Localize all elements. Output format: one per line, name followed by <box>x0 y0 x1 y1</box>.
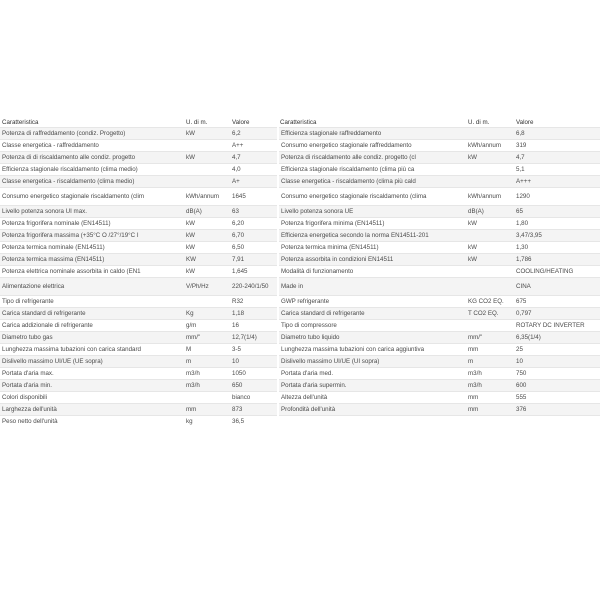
cell-left-value: 220-240/1/50 <box>230 278 278 296</box>
table-row <box>0 206 600 218</box>
table-row <box>0 356 600 368</box>
cell-right-characteristic: Tipo di compressore <box>278 320 466 332</box>
cell-left-value: 7,91 <box>230 254 278 266</box>
cell-right-unit: mm/" <box>466 332 514 344</box>
cell-left-value: 36,5 <box>230 416 278 428</box>
cell-right-characteristic: Potenza assorbita in condizioni EN14511 <box>278 254 466 266</box>
cell-left-unit <box>184 296 230 308</box>
cell-left-value: 650 <box>230 380 278 392</box>
table-row <box>0 164 600 176</box>
cell-left-value: bianco <box>230 392 278 404</box>
cell-right-unit <box>466 176 514 188</box>
cell-right-value: 555 <box>514 392 600 404</box>
cell-right-value: 319 <box>514 140 600 152</box>
cell-left-unit: KW <box>184 254 230 266</box>
cell-right-unit <box>466 416 514 428</box>
cell-right-unit: KG CO2 EQ. <box>466 296 514 308</box>
cell-left-characteristic: Peso netto dell'unità <box>0 416 184 428</box>
cell-left-characteristic: Portata d'aria min. <box>0 380 184 392</box>
cell-left-value: 1,18 <box>230 308 278 320</box>
table-row <box>0 368 600 380</box>
cell-left-value: 6,20 <box>230 218 278 230</box>
cell-right-characteristic: GWP refrigerante <box>278 296 466 308</box>
cell-left-unit: mm <box>184 404 230 416</box>
cell-left-value: 1645 <box>230 188 278 206</box>
cell-right-value: 0,797 <box>514 308 600 320</box>
cell-right-unit: kW <box>466 242 514 254</box>
cell-right-value: CINA <box>514 278 600 296</box>
table-row <box>0 230 600 242</box>
cell-right-characteristic: Consumo energetico stagionale riscaldamento (clima <box>278 188 466 206</box>
table-row <box>0 332 600 344</box>
cell-left-unit: M <box>184 344 230 356</box>
cell-right-unit: kW <box>466 254 514 266</box>
cell-left-characteristic: Potenza frigorifera massima (+35°C О /27°/19°C I <box>0 230 184 242</box>
cell-left-unit: Kg <box>184 308 230 320</box>
cell-left-value: 10 <box>230 356 278 368</box>
cell-right-value: 4,7 <box>514 152 600 164</box>
table-row <box>0 266 600 278</box>
cell-left-value: 12,7(1/4) <box>230 332 278 344</box>
cell-right-value: 1,30 <box>514 242 600 254</box>
cell-right-unit: m3/h <box>466 368 514 380</box>
cell-left-unit: kW <box>184 128 230 140</box>
spec-table-container <box>0 118 600 483</box>
cell-right-value: COOLING/HEATING <box>514 266 600 278</box>
cell-left-characteristic: Diametro tubo gas <box>0 332 184 344</box>
cell-left-value: 4,7 <box>230 152 278 164</box>
cell-right-value: 750 <box>514 368 600 380</box>
cell-right-unit: mm <box>466 404 514 416</box>
cell-right-unit: m3/h <box>466 380 514 392</box>
cell-left-unit: V/Ph/Hz <box>184 278 230 296</box>
table-row <box>0 140 600 152</box>
cell-right-characteristic: Modalità di funzionamento <box>278 266 466 278</box>
cell-left-unit: m3/h <box>184 380 230 392</box>
cell-left-unit <box>184 176 230 188</box>
cell-left-characteristic: Potenza di raffreddamento (condiz. Progetto) <box>0 128 184 140</box>
cell-right-characteristic: Profondità dell'unità <box>278 404 466 416</box>
cell-left-unit: mm/" <box>184 332 230 344</box>
cell-right-unit: kWh/annum <box>466 188 514 206</box>
cell-left-value: 1050 <box>230 368 278 380</box>
cell-right-value: 6,35(1/4) <box>514 332 600 344</box>
cell-right-value: A+++ <box>514 176 600 188</box>
cell-left-value: 3-5 <box>230 344 278 356</box>
cell-left-value: 4,0 <box>230 164 278 176</box>
cell-right-value: 10 <box>514 356 600 368</box>
cell-left-unit: dB(A) <box>184 206 230 218</box>
cell-left-unit: m <box>184 356 230 368</box>
cell-right-characteristic: Efficienza stagionale raffreddamento <box>278 128 466 140</box>
table-row <box>0 320 600 332</box>
cell-left-value: 63 <box>230 206 278 218</box>
cell-left-characteristic: Potenza termica massima (EN14511) <box>0 254 184 266</box>
cell-left-unit: kW <box>184 218 230 230</box>
header-left-unit: U. di m. <box>186 118 208 126</box>
cell-right-unit: dB(A) <box>466 206 514 218</box>
cell-left-characteristic: Consumo energetico stagionale riscaldamento (clim <box>0 188 184 206</box>
cell-right-unit: kW <box>466 152 514 164</box>
cell-left-characteristic: Alimentazione elettrica <box>0 278 184 296</box>
cell-left-unit: kWh/annum <box>184 188 230 206</box>
table-row <box>0 278 600 296</box>
cell-right-characteristic: Portata d'aria med. <box>278 368 466 380</box>
cell-right-unit <box>466 320 514 332</box>
cell-right-characteristic: Potenza termica minima (EN14511) <box>278 242 466 254</box>
cell-right-characteristic: Potenza frigorifera minima (EN14511) <box>278 218 466 230</box>
cell-right-value: 25 <box>514 344 600 356</box>
cell-right-value: 3,47/3,95 <box>514 230 600 242</box>
cell-right-characteristic: Consumo energetico stagionale raffreddamento <box>278 140 466 152</box>
cell-left-value: R32 <box>230 296 278 308</box>
cell-right-value: ROTARY DC INVERTER <box>514 320 600 332</box>
cell-right-unit <box>466 128 514 140</box>
cell-right-unit: mm <box>466 344 514 356</box>
cell-right-unit <box>466 278 514 296</box>
cell-left-value: 1,645 <box>230 266 278 278</box>
cell-right-characteristic: Efficienza stagionale riscaldamento (clima più ca <box>278 164 466 176</box>
cell-right-characteristic: Efficienza energetica secondo la norma EN14511-201 <box>278 230 466 242</box>
cell-right-unit <box>466 230 514 242</box>
table-row <box>0 416 600 428</box>
cell-left-characteristic: Classe energetica - raffreddamento <box>0 140 184 152</box>
table-row <box>0 380 600 392</box>
spec-table-body <box>0 128 600 428</box>
cell-left-unit: kg <box>184 416 230 428</box>
cell-left-characteristic: Portata d'aria max. <box>0 368 184 380</box>
cell-left-characteristic: Tipo di refrigerante <box>0 296 184 308</box>
cell-left-value: 6,2 <box>230 128 278 140</box>
table-row <box>0 128 600 140</box>
cell-right-unit: mm <box>466 392 514 404</box>
cell-right-characteristic: Portata d'aria supermin. <box>278 380 466 392</box>
cell-right-value: 1290 <box>514 188 600 206</box>
cell-right-value: 5,1 <box>514 164 600 176</box>
cell-left-characteristic: Potenza frigorifera nominale (EN14511) <box>0 218 184 230</box>
table-row <box>0 242 600 254</box>
header-row <box>0 118 600 128</box>
cell-right-value: 1,786 <box>514 254 600 266</box>
cell-left-characteristic: Carica standard di refrigerante <box>0 308 184 320</box>
table-row <box>0 218 600 230</box>
cell-left-value: 6,50 <box>230 242 278 254</box>
cell-left-characteristic: Classe energetica - riscaldamento (clima medio) <box>0 176 184 188</box>
cell-left-unit <box>184 164 230 176</box>
cell-right-characteristic: Classe energetica - riscaldamento (clima più cald <box>278 176 466 188</box>
cell-right-value: 600 <box>514 380 600 392</box>
header-left-value: Valore <box>232 118 250 126</box>
table-row <box>0 404 600 416</box>
cell-left-characteristic: Potenza elettrica nominale assorbita in caldo (EN1 <box>0 266 184 278</box>
cell-left-unit <box>184 392 230 404</box>
cell-right-value: 1,80 <box>514 218 600 230</box>
cell-left-unit: kW <box>184 230 230 242</box>
cell-right-unit: T CO2 EQ. <box>466 308 514 320</box>
cell-left-unit: kW <box>184 242 230 254</box>
cell-left-value: 6,70 <box>230 230 278 242</box>
cell-left-characteristic: Livello potenza sonora UI max. <box>0 206 184 218</box>
cell-right-unit: kWh/annum <box>466 140 514 152</box>
cell-right-characteristic: Diametro tubo liquido <box>278 332 466 344</box>
cell-left-characteristic: Potenza termica nominale (EN14511) <box>0 242 184 254</box>
table-row <box>0 188 600 206</box>
cell-right-value: 6,8 <box>514 128 600 140</box>
cell-left-unit: m3/h <box>184 368 230 380</box>
cell-right-value: 65 <box>514 206 600 218</box>
header-right-unit: U. di m. <box>468 118 490 126</box>
cell-left-characteristic: Larghezza dell'unità <box>0 404 184 416</box>
cell-right-value: 675 <box>514 296 600 308</box>
cell-right-characteristic: Carica standard di refrigerante <box>278 308 466 320</box>
cell-left-characteristic: Dislivello massimo UI/UE (UE sopra) <box>0 356 184 368</box>
cell-right-characteristic <box>278 416 466 428</box>
cell-right-unit <box>466 266 514 278</box>
header-right-value: Valore <box>516 118 534 126</box>
cell-left-value: A+ <box>230 176 278 188</box>
table-row <box>0 152 600 164</box>
cell-right-characteristic: Potenza di riscaldamento alle condiz. progetto (cl <box>278 152 466 164</box>
cell-right-unit: kW <box>466 218 514 230</box>
cell-left-characteristic: Efficienza stagionale riscaldamento (clima medio) <box>0 164 184 176</box>
cell-right-characteristic: Livello potenza sonora UE <box>278 206 466 218</box>
cell-left-characteristic: Potenza di di riscaldamento alle condiz. progetto <box>0 152 184 164</box>
cell-right-characteristic: Made in <box>278 278 466 296</box>
cell-left-value: 16 <box>230 320 278 332</box>
table-row <box>0 308 600 320</box>
cell-left-characteristic: Lunghezza massima tubazioni con carica standard <box>0 344 184 356</box>
table-row <box>0 392 600 404</box>
table-row <box>0 296 600 308</box>
table-row <box>0 176 600 188</box>
header-left-characteristic: Caratteristica <box>2 118 39 126</box>
cell-left-characteristic: Colori disponibili <box>0 392 184 404</box>
header-right-characteristic: Caratteristica <box>280 118 317 126</box>
table-row <box>0 254 600 266</box>
cell-right-unit <box>466 164 514 176</box>
spec-table <box>0 118 600 427</box>
cell-right-characteristic: Dislivello massimo UI/UE (UI sopra) <box>278 356 466 368</box>
cell-left-value: A++ <box>230 140 278 152</box>
cell-left-unit <box>184 140 230 152</box>
cell-right-unit: m <box>466 356 514 368</box>
cell-right-value <box>514 416 600 428</box>
cell-left-unit: g/m <box>184 320 230 332</box>
cell-right-value: 376 <box>514 404 600 416</box>
cell-right-characteristic: Altezza dell'unità <box>278 392 466 404</box>
cell-right-characteristic: Lunghezza massima tubazioni con carica aggiuntiva <box>278 344 466 356</box>
cell-left-unit: kW <box>184 152 230 164</box>
cell-left-characteristic: Carica addizionale di refrigerante <box>0 320 184 332</box>
table-row <box>0 344 600 356</box>
cell-left-value: 873 <box>230 404 278 416</box>
cell-left-unit: kW <box>184 266 230 278</box>
